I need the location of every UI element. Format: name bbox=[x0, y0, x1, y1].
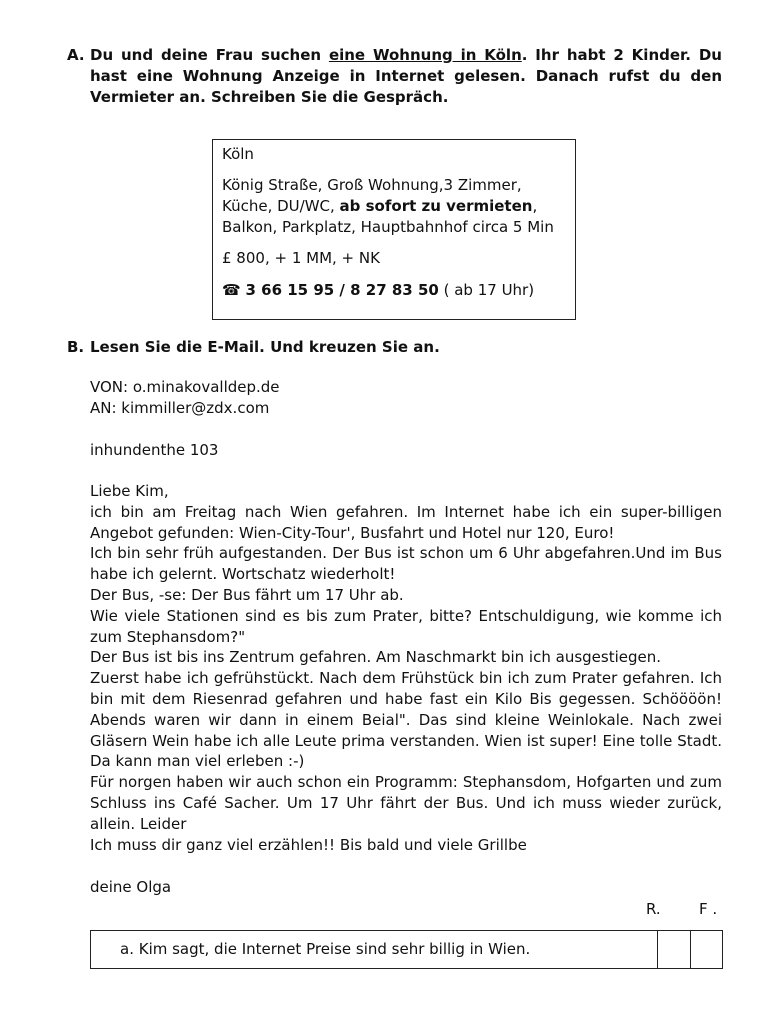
section-a-underlined-phrase: eine Wohnung in Köln bbox=[328, 46, 522, 64]
section-b-title: Lesen Sie die E-Mail. Und kreuzen Sie an. bbox=[90, 338, 440, 356]
email-from: VON: o.minakovalldep.de bbox=[90, 378, 280, 396]
email-body bbox=[90, 481, 722, 855]
ad-city: Köln bbox=[222, 145, 254, 163]
checkbox-falsch[interactable] bbox=[690, 930, 723, 969]
ad-phone-note: ( ab 17 Uhr) bbox=[438, 281, 535, 299]
statement-text: a. Kim sagt, die Internet Preise sind sehr billig in Wien. bbox=[120, 940, 531, 958]
ad-phone bbox=[222, 280, 534, 301]
ad-line-3: Balkon, Parkplatz, Hauptbahnhof circa 5 Min bbox=[222, 218, 554, 236]
email-paragraph: Zuerst habe ich gefrühstückt. Nach dem Frühstück bin ich zum Prater gefahren. Ich bin mit dem Riesenrad gefahren und habe fast ein Kilo Bis gegessen. Schöööön! Abends waren wir dann in einem Beial". Das sind kleine Weinlokale. Nach zwei Gläsern Wein habe ich alle Leute prima verstanden. Wien ist super! Eine tolle Stadt. Da kann man viel erleben :-) bbox=[90, 669, 722, 771]
ad-line-2-bold: ab sofort zu vermieten bbox=[339, 197, 533, 215]
email-paragraph: Liebe Kim, bbox=[90, 482, 169, 500]
email-paragraph: Der Bus, -se: Der Bus fährt um 17 Uhr ab. bbox=[90, 585, 404, 604]
apartment-ad-box bbox=[212, 139, 576, 320]
ad-price: £ 800, + 1 MM, + NK bbox=[222, 249, 380, 267]
email-subject: inhundenthe 103 bbox=[90, 441, 219, 459]
email-paragraph: Für norgen haben wir auch schon ein Programm: Stephansdom, Hofgarten und zum Schluss ins Café Sacher. Um 17 Uhr fährt der Bus. Und ich muss wieder zurück, allein. Leider bbox=[90, 773, 722, 833]
ad-phone-numbers: 3 66 15 95 / 8 27 83 50 bbox=[245, 281, 439, 299]
column-header-richtig: R. bbox=[646, 900, 661, 918]
email-to: AN: kimmiller@zdx.com bbox=[90, 399, 270, 417]
section-b-letter: B. bbox=[67, 338, 85, 356]
email-paragraph: Der Bus ist bis ins Zentrum gefahren. Am Naschmarkt bin ich ausgestiegen. bbox=[90, 648, 662, 667]
section-a-letter: A. bbox=[67, 46, 85, 64]
statement-row bbox=[90, 930, 723, 969]
section-a-text-end: . Ihr habt 2 Kinder. Du hast eine Wohnung Anzeige in Internet gelesen. Danach rufst du den Vermieter an. Schreiben Sie die Gespräch. bbox=[90, 46, 722, 106]
checkbox-richtig[interactable] bbox=[657, 930, 690, 969]
ad-line-1: König Straße, Groß Wohnung,3 Zimmer, bbox=[222, 176, 522, 194]
email-paragraph: Ich muss dir ganz viel erzählen!! Bis bald und viele Grillbe bbox=[90, 835, 527, 854]
column-header-falsch: F . bbox=[699, 900, 718, 918]
section-a-text-start: Du und deine Frau suchen bbox=[90, 46, 329, 64]
section-a-instructions bbox=[90, 45, 722, 108]
ad-line-2-normal: Küche, DU/WC, bbox=[222, 197, 340, 215]
phone-icon: ☎ bbox=[222, 281, 241, 299]
email-signature: deine Olga bbox=[90, 878, 172, 896]
email-paragraph: ich bin am Freitag nach Wien gefahren. Im Internet habe ich ein super-billigen Angebot gefunden: Wien-City-Tour', Busfahrt und Hotel nur 120, Euro! bbox=[90, 502, 722, 542]
ad-line-2-end: , bbox=[532, 197, 538, 215]
email-paragraph: Wie viele Stationen sind es bis zum Prater, bitte? Entschuldigung, wie komme ich zum Stephansdom?" bbox=[90, 606, 722, 646]
ad-line-2 bbox=[222, 196, 537, 217]
email-paragraph: Ich bin sehr früh aufgestanden. Der Bus ist schon um 6 Uhr abgefahren.Und im Bus habe ich gelernt. Wortschatz wiederholt! bbox=[90, 544, 722, 584]
